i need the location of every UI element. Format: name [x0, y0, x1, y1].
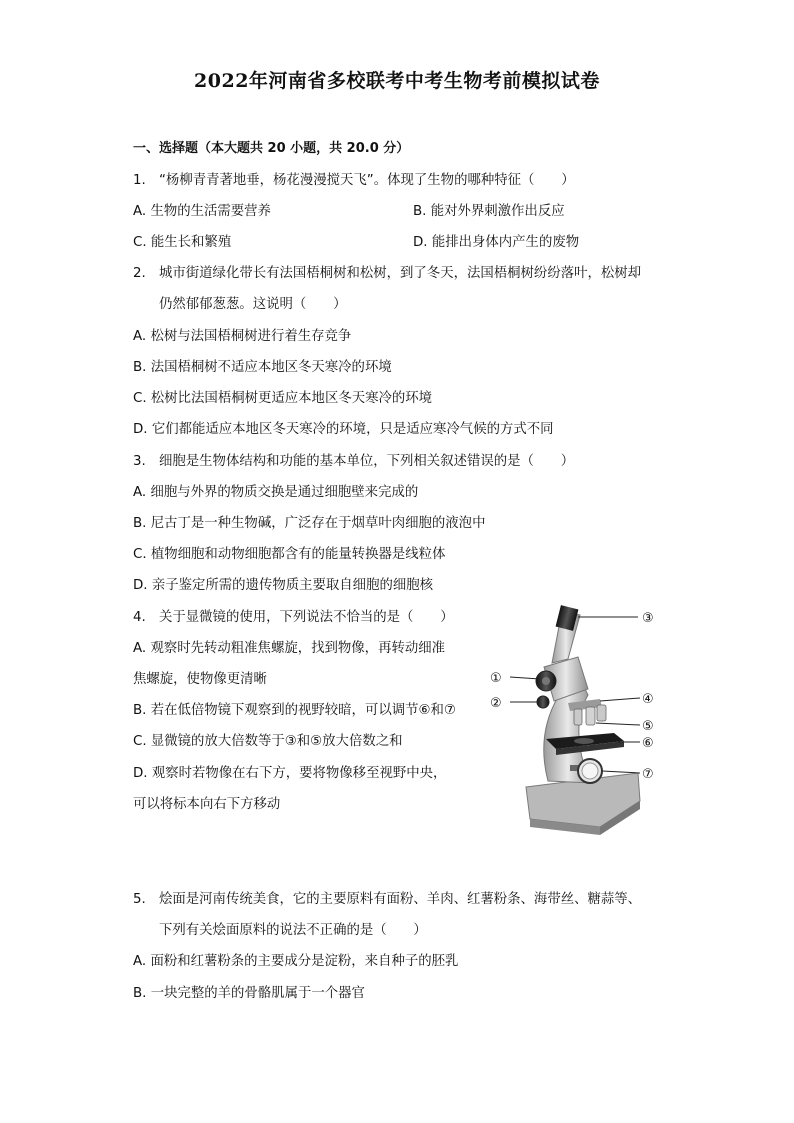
figure-label-5: ⑤: [642, 719, 654, 734]
figure-label-3: ③: [642, 611, 654, 626]
question-1-option-a: A. 生物的生活需要营养: [133, 204, 271, 219]
question-text: 烩面是河南传统美食，它的主要原料有面粉、羊肉、红薯粉条、海带丝、糖蒜等、: [159, 892, 642, 907]
question-4-option-a: A. 观察时先转动粗准焦螺旋，找到物像，再转动细准: [133, 641, 446, 656]
question-number: 2.: [133, 266, 146, 281]
question-4-stem: [133, 609, 454, 627]
question-5-option-a: A. 面粉和红薯粉条的主要成分是淀粉，来自种子的胚乳: [133, 954, 459, 969]
question-4-option-d: D. 观察时若物像在右下方，要将物像移至视野中央，: [133, 766, 447, 781]
question-5-option-b: B. 一块完整的羊的骨骼肌属于一个器官: [133, 986, 365, 1001]
question-4-option-b: B. 若在低倍物镜下观察到的视野较暗，可以调节⑥和⑦: [133, 703, 456, 718]
figure-label-1: ①: [490, 671, 502, 686]
question-1-option-b: B. 能对外界刺激作出反应: [413, 204, 565, 219]
question-2-option-b: B. 法国梧桐树不适应本地区冬天寒冷的环境: [133, 360, 392, 375]
objective-3: [597, 705, 606, 721]
figure-label-7: ⑦: [642, 767, 654, 782]
question-3-option-c: C. 植物细胞和动物细胞都含有的能量转换器是线粒体: [133, 547, 446, 562]
question-3-option-a: A. 细胞与外界的物质交换是通过细胞壁来完成的: [133, 485, 419, 500]
objective-2: [586, 707, 595, 725]
question-1-option-c: C. 能生长和繁殖: [133, 235, 232, 250]
fine-focus-knob: [537, 696, 549, 708]
question-2-option-a: A. 松树与法国梧桐树进行着生存竞争: [133, 329, 352, 344]
figure-label-6: ⑥: [642, 736, 654, 751]
question-number: 5.: [133, 892, 146, 907]
question-4-option-a-line2: 焦螺旋，使物像更清晰: [133, 672, 267, 687]
question-2-stem: [133, 265, 641, 283]
question-number: 3.: [133, 454, 146, 469]
objective-1: [574, 709, 582, 725]
question-3-option-b: B. 尼古丁是一种生物碱，广泛存在于烟草叶肉细胞的液泡中: [133, 516, 486, 531]
question-5-stem-line2: 下列有关烩面原料的说法不正确的是（ ）: [159, 923, 427, 938]
microscope-figure: [488, 605, 670, 837]
figure-label-2: ②: [490, 696, 502, 711]
question-text: 关于显微镜的使用，下列说法不恰当的是（ ）: [159, 610, 454, 625]
question-3-option-d: D. 亲子鉴定所需的遗传物质主要取自细胞的细胞核: [133, 578, 434, 593]
question-text: 细胞是生物体结构和功能的基本单位，下列相关叙述错误的是（ ）: [159, 454, 575, 469]
question-2-option-c: C. 松树比法国梧桐树更适应本地区冬天寒冷的环境: [133, 391, 433, 406]
question-4-option-c: C. 显微镜的放大倍数等于③和⑤放大倍数之和: [133, 734, 403, 749]
figure-label-4: ④: [642, 692, 654, 707]
question-4-option-d-line2: 可以将标本向右下方移动: [133, 797, 281, 812]
question-2-option-d: D. 它们都能适应本地区冬天寒冷的环境，只是适应寒冷气候的方式不同: [133, 422, 554, 437]
question-2-stem-line2: 仍然郁郁葱葱。这说明（ ）: [159, 297, 347, 312]
page-title: 2022年河南省多校联考中考生物考前模拟试卷: [194, 70, 600, 92]
question-1-option-d: D. 能排出身体内产生的废物: [413, 235, 580, 250]
question-3-stem: [133, 453, 574, 471]
section-header: 一、选择题（本大题共 20 小题，共 20.0 分）: [133, 141, 410, 156]
question-text: “杨柳青青著地垂，杨花漫漫搅天飞”。体现了生物的哪种特征（ ）: [159, 173, 575, 188]
question-number: 1.: [133, 173, 146, 188]
question-number: 4.: [133, 610, 146, 625]
question-1-stem: [133, 172, 575, 190]
question-5-stem: [133, 891, 641, 909]
question-text: 城市街道绿化带长有法国梧桐树和松树，到了冬天，法国梧桐树纷纷落叶，松树却: [159, 266, 642, 281]
